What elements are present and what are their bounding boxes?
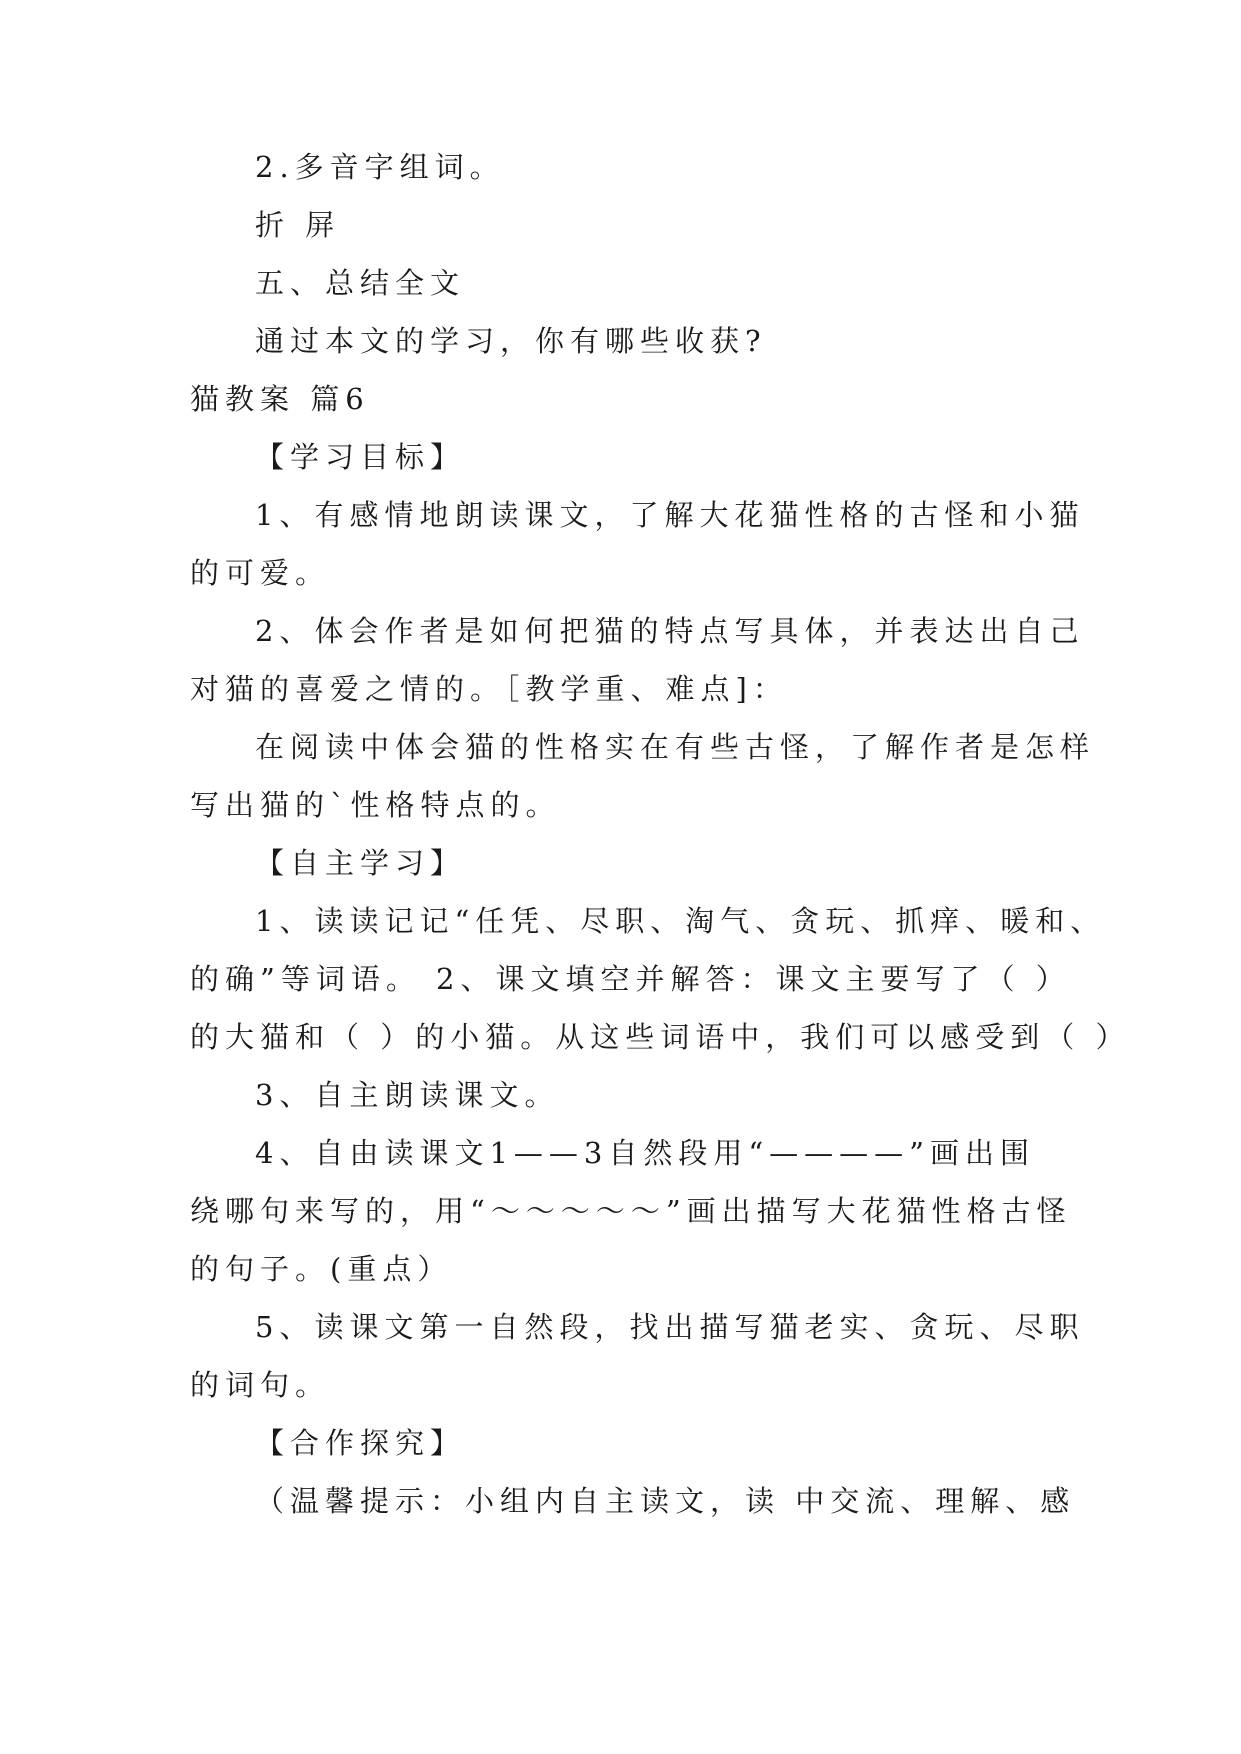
text-line: 的大猫和（ ）的小猫。从这些词语中，我们可以感受到（ ） — [190, 1020, 1131, 1054]
text-line: 3、自主朗读课文。 — [255, 1078, 560, 1112]
text-line: 2、体会作者是如何把猫的特点写具体，并表达出自己 — [255, 614, 1085, 648]
text-line: 的词句。 — [190, 1368, 331, 1402]
chapter-title: 猫教案 篇6 — [190, 382, 370, 416]
text-line: 在阅读中体会猫的性格实在有些古怪，了解作者是怎样 — [255, 730, 1096, 764]
text-line: 通过本文的学习，你有哪些收获? — [255, 324, 767, 358]
text-line: 绕哪句来写的，用“～～～～～”画出描写大花猫性格古怪 — [190, 1194, 1072, 1228]
text-line: 4、自由读课文1——3自然段用“————”画出围 — [255, 1136, 1036, 1170]
section-heading: 【合作探究】 — [255, 1426, 466, 1460]
text-line: 1、有感情地朗读课文，了解大花猫性格的古怪和小猫 — [255, 498, 1085, 532]
text-line: 的确”等词语。 2、课文填空并解答：课文主要写了（ ） — [190, 962, 1071, 996]
section-heading: 【自主学习】 — [255, 846, 466, 880]
text-line: 的可爱。 — [190, 556, 331, 590]
text-line: 对猫的喜爱之情的。［教学重、难点]： — [190, 672, 788, 706]
section-heading: 【学习目标】 — [255, 440, 466, 474]
text-line: 2.多音字组词。 — [255, 150, 505, 184]
section-heading: 五、总结全文 — [255, 266, 466, 300]
text-line: 的句子。(重点） — [190, 1252, 453, 1286]
text-line: 写出猫的`性格特点的。 — [190, 788, 561, 822]
text-line: 折 屏 — [255, 208, 341, 242]
text-line: 5、读课文第一自然段，找出描写猫老实、贪玩、尽职 — [255, 1310, 1085, 1344]
text-line: 1、读读记记“任凭、尽职、淘气、贪玩、抓痒、暖和、 — [255, 904, 1106, 938]
text-line: （温馨提示：小组内自主读文，读 中交流、理解、感 — [255, 1484, 1076, 1518]
